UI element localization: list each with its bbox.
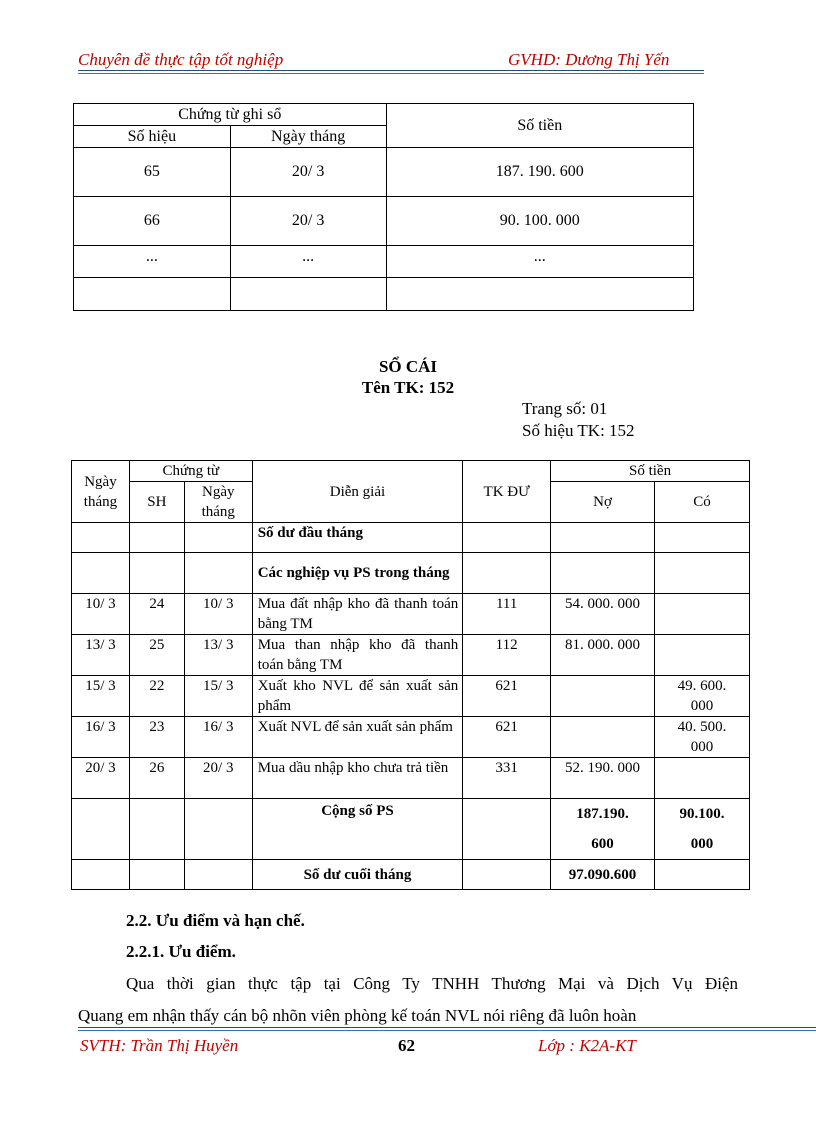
ledger-title: SỔ CÁI <box>378 357 438 376</box>
cell-contra-account: 621 <box>463 717 551 758</box>
cell-debit: 54. 000. 000 <box>551 594 655 635</box>
header-supervisor: GVHD: Dương Thị Yến <box>508 50 670 69</box>
cell-description: Xuất kho NVL để sản xuất sản phẩm <box>252 676 463 717</box>
paragraph-line-2: Quang em nhận thấy cán bộ nhõn viên phòng kế toán NVL nói riêng đã luôn hoàn <box>78 1006 637 1025</box>
ledger-account-no: Số hiệu TK: 152 <box>522 421 635 440</box>
cell-description: Mua dầu nhập kho chưa trả tiền <box>252 758 463 799</box>
table-row <box>72 758 750 799</box>
cell-date: 20/ 3 <box>72 758 130 799</box>
cell-credit <box>654 635 749 676</box>
cell-date: 10/ 3 <box>72 594 130 635</box>
section-heading: 2.2. Ưu điểm và hạn chế. <box>126 911 305 930</box>
cell-ngay <box>230 278 386 311</box>
in-month-label: Các nghiệp vụ PS trong tháng <box>252 553 463 594</box>
col-sh-header: SH <box>129 482 184 523</box>
col-date-header: Ngày tháng <box>72 461 130 523</box>
header-rule-2 <box>78 73 704 74</box>
voucher-table <box>73 103 694 311</box>
cell-contra-account: 112 <box>463 635 551 676</box>
cell-sh: 25 <box>129 635 184 676</box>
cell-ngay: ... <box>230 246 386 278</box>
total-debit: 187.190. 600 <box>551 799 655 860</box>
table-row <box>72 594 750 635</box>
cell-voucher-date: 16/ 3 <box>184 717 252 758</box>
cell-contra-account: 331 <box>463 758 551 799</box>
cell-date: 15/ 3 <box>72 676 130 717</box>
total-credit: 90.100. 000 <box>654 799 749 860</box>
table-row <box>74 278 694 311</box>
cell-debit: 81. 000. 000 <box>551 635 655 676</box>
table-row <box>72 635 750 676</box>
cell-so-tien: ... <box>386 246 693 278</box>
cell-date: 13/ 3 <box>72 635 130 676</box>
col-voucher-no-header: Số hiệu <box>74 126 231 148</box>
col-debit-header: Nợ <box>551 482 655 523</box>
cell-ngay: 20/ 3 <box>230 197 386 246</box>
cell-voucher-date: 10/ 3 <box>184 594 252 635</box>
subsection-heading: 2.2.1. Ưu điểm. <box>126 942 236 961</box>
cell-voucher-date: 15/ 3 <box>184 676 252 717</box>
ledger-page-no: Trang số: 01 <box>522 399 608 418</box>
ledger-table <box>71 460 750 890</box>
cell-voucher-date: 13/ 3 <box>184 635 252 676</box>
in-month-row <box>72 553 750 594</box>
cell-credit <box>654 594 749 635</box>
opening-balance-label: Số dư đầu tháng <box>252 523 463 553</box>
table-row <box>72 717 750 758</box>
cell-description: Xuất NVL để sản xuất sản phẩm <box>252 717 463 758</box>
voucher-group-header: Chứng từ ghi sổ <box>74 104 387 126</box>
cell-ngay: 20/ 3 <box>230 148 386 197</box>
footer-class: Lớp : K2A-KT <box>538 1036 636 1055</box>
ledger-account-name: Tên TK: 152 <box>361 378 455 397</box>
cell-debit <box>551 717 655 758</box>
col-voucher-date-header: Ngày tháng <box>230 126 386 148</box>
cell-sh: 26 <box>129 758 184 799</box>
paragraph-line-1: Qua thời gian thực tập tại Công Ty TNHH Thương Mại và Dịch Vụ Điện <box>126 974 738 993</box>
cell-credit: 49. 600. 000 <box>654 676 749 717</box>
cell-so-tien: 187. 190. 600 <box>386 148 693 197</box>
cell-debit: 52. 190. 000 <box>551 758 655 799</box>
cell-contra-account: 111 <box>463 594 551 635</box>
cell-contra-account: 621 <box>463 676 551 717</box>
cell-sh: 24 <box>129 594 184 635</box>
page-number: 62 <box>398 1036 415 1055</box>
cell-credit: 40. 500. 000 <box>654 717 749 758</box>
cell-sh: 23 <box>129 717 184 758</box>
closing-balance-label: Số dư cuối tháng <box>252 860 463 890</box>
cell-so-hieu: 66 <box>74 197 231 246</box>
cell-so-hieu: ... <box>74 246 231 278</box>
col-credit-header: Có <box>654 482 749 523</box>
closing-balance-row <box>72 860 750 890</box>
footer-student: SVTH: Trần Thị Huyền <box>80 1036 239 1055</box>
table-row <box>72 676 750 717</box>
cell-so-tien: 90. 100. 000 <box>386 197 693 246</box>
total-row <box>72 799 750 860</box>
table-row <box>74 197 694 246</box>
col-amount-header: Số tiền <box>551 461 750 482</box>
header-title: Chuyên đề thực tập tốt nghiệp <box>78 50 284 69</box>
col-contra-account-header: TK ĐƯ <box>463 461 551 523</box>
footer-rule-2 <box>78 1030 816 1031</box>
table-row <box>74 246 694 278</box>
cell-date: 16/ 3 <box>72 717 130 758</box>
closing-debit: 97.090.600 <box>551 860 655 890</box>
cell-so-tien <box>386 278 693 311</box>
table-row <box>74 148 694 197</box>
header-rule <box>78 70 704 71</box>
footer-rule <box>78 1027 816 1028</box>
cell-so-hieu <box>74 278 231 311</box>
cell-description: Mua đất nhập kho đã thanh toán bằng TM <box>252 594 463 635</box>
cell-description: Mua than nhập kho đã thanh toán bằng TM <box>252 635 463 676</box>
cell-debit <box>551 676 655 717</box>
cell-credit <box>654 758 749 799</box>
col-amount-header: Số tiền <box>386 104 693 148</box>
col-voucher-header: Chứng từ <box>129 461 252 482</box>
cell-sh: 22 <box>129 676 184 717</box>
col-description-header: Diễn giải <box>252 461 463 523</box>
opening-balance-row <box>72 523 750 553</box>
cell-so-hieu: 65 <box>74 148 231 197</box>
total-label: Cộng số PS <box>252 799 463 860</box>
col-voucher-date-header: Ngày tháng <box>184 482 252 523</box>
cell-voucher-date: 20/ 3 <box>184 758 252 799</box>
